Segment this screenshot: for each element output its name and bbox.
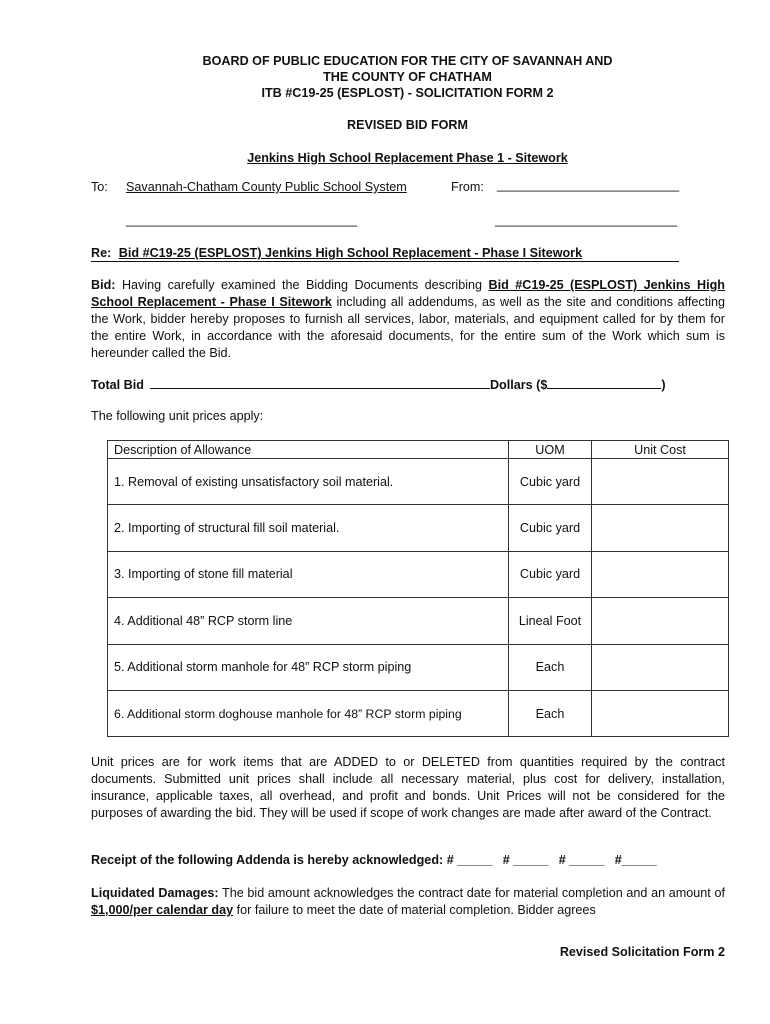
addenda-row (91, 853, 657, 867)
to-label: To: (91, 180, 108, 194)
table-row (108, 644, 729, 690)
header-uom: UOM (509, 441, 592, 459)
row-description: 1. Removal of existing unsatisfactory soil material. (108, 459, 509, 505)
table-row (108, 505, 729, 551)
unit-prices-intro: The following unit prices apply: (91, 409, 264, 423)
footer-label: Revised Solicitation Form 2 (559, 945, 725, 959)
row-unit-cost[interactable] (592, 598, 729, 644)
row-description: 3. Importing of stone fill material (108, 551, 509, 597)
row-description: 6. Additional storm doghouse manhole for 48” RCP storm piping (108, 690, 509, 736)
row-unit-cost[interactable] (592, 644, 729, 690)
re-text: Bid #C19-25 (ESPLOST) Jenkins High School Replacement - Phase I Sitework (118, 246, 583, 260)
liquidated-damages-text-before: The bid amount acknowledges the contract date for material completion and an amount of (222, 886, 725, 900)
row-description: 5. Additional storm manhole for 48” RCP storm piping (108, 644, 509, 690)
from-blank: __________________________ (497, 178, 680, 192)
table-row (108, 690, 729, 736)
bid-paragraph (91, 277, 725, 362)
addenda-label: Receipt of the following Addenda is hereby acknowledged: (91, 853, 444, 867)
liquidated-damages-paragraph (91, 885, 725, 919)
row-uom: Each (509, 690, 592, 736)
table-row (108, 598, 729, 644)
form-title: REVISED BID FORM (346, 118, 469, 132)
total-bid-amount-blank[interactable] (547, 377, 661, 389)
header-unit-cost: Unit Cost (592, 441, 729, 459)
row-unit-cost[interactable] (592, 690, 729, 736)
row-unit-cost[interactable] (592, 505, 729, 551)
row-unit-cost[interactable] (592, 459, 729, 505)
row-uom: Lineal Foot (509, 598, 592, 644)
row-uom: Cubic yard (509, 551, 592, 597)
header-line-1: BOARD OF PUBLIC EDUCATION FOR THE CITY OF SAVANNAH AND (202, 54, 613, 68)
header-description: Description of Allowance (108, 441, 509, 459)
liquidated-damages-text-after: for failure to meet the date of material completion. Bidder agrees (236, 902, 596, 917)
unit-prices-note: Unit prices are for work items that are ADDED to or DELETED from quantities required by the contract documents. Submitted unit prices shall include all necessary material, plus cost for delivery, installation, insurance, applicable taxes, all overhead, and profit and bonds. Unit Prices will not be considered for the purposes of awarding the bid. They will be used if scope of work changes are made after award of the Contract. (91, 755, 725, 820)
addenda-blanks[interactable]: # _____ # _____ # _____ #_____ (446, 853, 657, 867)
address-blank-left: _________________________________ (126, 213, 358, 227)
bid-reference: Bid #C19-25 (ESPLOST) Jenkins High School Replacement - Phase I Sitework (91, 278, 726, 309)
re-label: Re: (91, 246, 112, 260)
row-description: 4. Additional 48” RCP storm line (108, 598, 509, 644)
row-unit-cost[interactable] (592, 551, 729, 597)
bid-label: Bid: (91, 278, 116, 292)
liquidated-damages-label: Liquidated Damages: (91, 886, 219, 900)
table-row (108, 551, 729, 597)
from-label: From: (451, 180, 484, 194)
re-line (91, 246, 679, 262)
row-uom: Cubic yard (509, 505, 592, 551)
total-bid-close: ) (661, 378, 666, 392)
row-uom: Cubic yard (509, 459, 592, 505)
row-description: 2. Importing of structural fill soil material. (108, 505, 509, 551)
project-title: Jenkins High School Replacement Phase 1 - Sitework (247, 151, 568, 165)
header-line-3: ITB #C19-25 (ESPLOST) - SOLICITATION FORM 2 (261, 86, 554, 100)
bid-text-after: including all addendums, as well as the site and conditions affecting the Work, bidder hereby proposes to furnish all services, labor, materials, and equipment called for by them for the entire Work, in accordance with the aforesaid documents, for the entire sum of the Work which sum is hereunder called the Bid. (91, 294, 726, 360)
liquidated-damages-amount: $1,000/per calendar day (91, 902, 234, 917)
total-bid-row (91, 377, 666, 392)
bid-text-before: Having carefully examined the Bidding Documents describing (121, 278, 483, 292)
total-bid-label: Total Bid (91, 378, 144, 392)
address-blank-right: __________________________ (495, 213, 678, 227)
row-uom: Each (509, 644, 592, 690)
unit-price-table (107, 440, 729, 737)
header-line-2: THE COUNTY OF CHATHAM (323, 70, 492, 84)
table-row (108, 459, 729, 505)
total-bid-words-blank[interactable] (150, 377, 490, 389)
to-value: Savannah-Chatham County Public School System (126, 180, 407, 194)
table-header-row (108, 441, 729, 459)
total-bid-dollars-label: Dollars ($ (489, 378, 548, 392)
